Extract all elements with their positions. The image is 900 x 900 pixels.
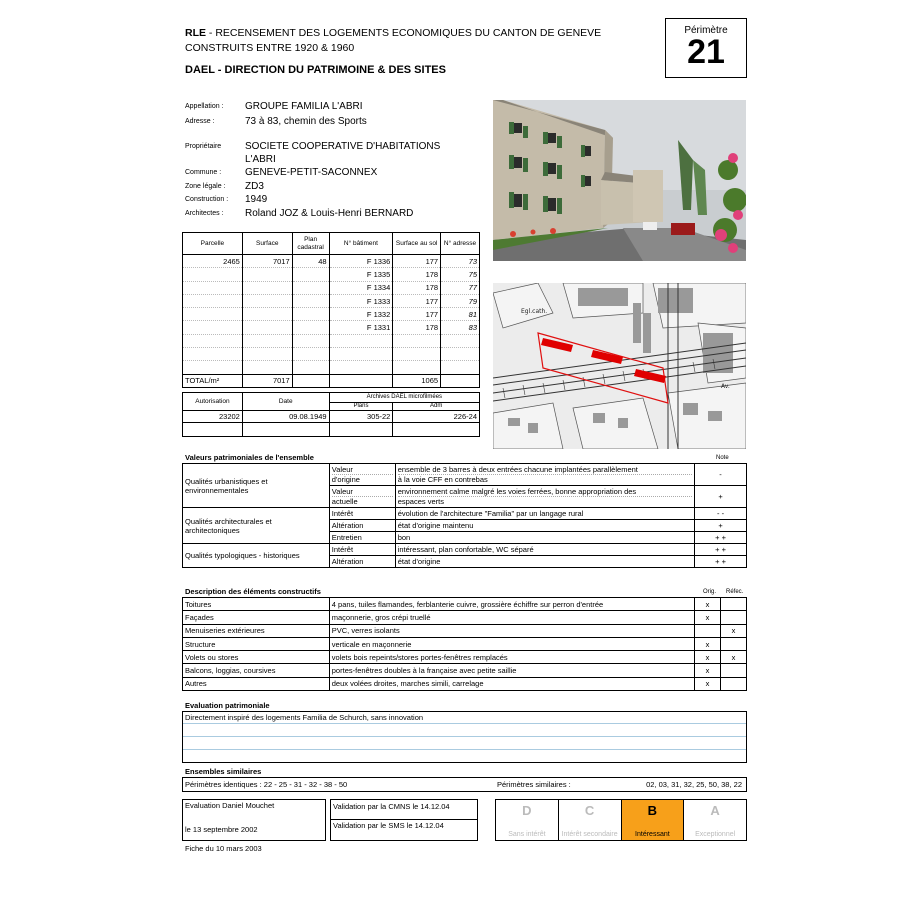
svg-text:Av.: Av. (721, 383, 730, 390)
description-refec: x (721, 624, 747, 637)
description-refec (721, 677, 747, 690)
table-header-row (183, 393, 480, 403)
description-desc: volets bois repeints/stores portes-fenêtres remplacés (329, 651, 694, 664)
description-refec (721, 598, 747, 611)
info-label: Zone légale : (185, 183, 226, 190)
table-cell (441, 374, 480, 387)
table-cell (393, 348, 441, 361)
description-refec (721, 664, 747, 677)
grade-label: Intérêt secondaire (561, 831, 618, 838)
info-value: 73 à 83, chemin des Sports (245, 116, 367, 127)
info-value: GROUPE FAMILIA L'ABRI (245, 101, 363, 112)
description-orig (695, 624, 721, 637)
table-cell: 7017 (242, 255, 292, 268)
header-subtitle: CONSTRUITS ENTRE 1920 & 1960 (185, 42, 355, 54)
row-text: état d'origine maintenu (395, 520, 694, 532)
description-item: Structure (183, 637, 330, 650)
group-label: Qualités urbanistiques et environnementales (183, 464, 330, 508)
group-label: Qualités typologiques - historiques (183, 544, 330, 568)
row-text: intéressant, plan confortable, WC séparé (395, 544, 694, 556)
valeurs-table (182, 463, 747, 568)
table-row (183, 464, 747, 486)
table-cell (242, 334, 292, 347)
table-cell (292, 361, 329, 374)
table-cell (441, 334, 480, 347)
table-cell: F 1333 (329, 294, 393, 307)
table-cell (183, 281, 243, 294)
table-cell (183, 321, 243, 334)
table-cell (242, 308, 292, 321)
grade-letter: B (647, 803, 658, 818)
table-cell (329, 486, 395, 508)
info-label: Construction : (185, 196, 229, 203)
grade-label: Sans intérêt (508, 831, 546, 838)
row-key: Altération (329, 520, 395, 532)
table-cell: F 1336 (329, 255, 393, 268)
total-label: TOTAL/m² (183, 374, 243, 387)
table-cell (393, 423, 480, 437)
table-cell (292, 374, 329, 387)
ensembles-box (182, 777, 747, 792)
description-orig: x (695, 611, 721, 624)
table-row (183, 294, 480, 307)
info-label: Commune : (185, 169, 222, 176)
table-cell (393, 361, 441, 374)
table-row (183, 321, 480, 334)
perimetres-identiques: Périmètres identiques : 22 - 25 - 31 - 32 - 38 - 50 (185, 780, 348, 789)
evaluation-author-box (182, 799, 326, 841)
parcel-table-body (183, 255, 480, 375)
row-note: - - (695, 508, 747, 520)
orig-header: Orig. (703, 589, 717, 595)
validation-sms: Validation par le SMS le 14.12.04 (333, 821, 444, 830)
cadastral-map (493, 283, 746, 449)
table-row (183, 624, 747, 637)
evaluation-text: Directement inspiré des logements Familia de Schurch, sans innovation (185, 713, 424, 722)
table-row (183, 677, 747, 690)
grade-scale (495, 799, 747, 841)
description-table (182, 597, 747, 691)
column-header: N° adresse (441, 233, 480, 255)
grade-b (622, 800, 685, 840)
info-value: L'ABRI (245, 154, 276, 165)
date-value: 09.08.1949 (242, 411, 329, 423)
ruled-line (183, 736, 746, 737)
row-key: Intérêt (329, 508, 395, 520)
table-row (183, 544, 747, 556)
description-item: Menuiseries extérieures (183, 624, 330, 637)
description-desc: maçonnerie, gros crépi truellé (329, 611, 694, 624)
table-cell: 77 (441, 281, 480, 294)
perimetres-similaires-label: Périmètres similaires : (497, 780, 571, 789)
table-cell (395, 464, 694, 486)
table-cell: 178 (393, 268, 441, 281)
table-row (183, 611, 747, 624)
table-row (183, 664, 747, 677)
table-cell (242, 321, 292, 334)
evaluation-author: Evaluation Daniel Mouchet (185, 801, 275, 810)
row-key: Valeur (332, 465, 393, 475)
table-cell: F 1331 (329, 321, 393, 334)
row-text: espaces verts (397, 497, 444, 506)
description-desc: portes-fenêtres doubles à la française avec petite saillie (329, 664, 694, 677)
row-text: environnement calme malgré les voies ferrées, bonne appropriation des (398, 487, 692, 497)
table-cell (393, 334, 441, 347)
column-header: Surface (242, 233, 292, 255)
table-cell (242, 268, 292, 281)
table-row (183, 281, 480, 294)
table-cell: 178 (393, 321, 441, 334)
table-cell: 2465 (183, 255, 243, 268)
table-cell: 177 (393, 255, 441, 268)
description-refec (721, 611, 747, 624)
table-cell: F 1335 (329, 268, 393, 281)
table-cell (292, 308, 329, 321)
row-text: état d'origine (395, 556, 694, 568)
column-header: Parcelle (183, 233, 243, 255)
row-note: + + (695, 532, 747, 544)
table-cell: 83 (441, 321, 480, 334)
table-cell: F 1332 (329, 308, 393, 321)
table-cell (242, 281, 292, 294)
row-note: + (695, 486, 747, 508)
info-value: ZD3 (245, 181, 264, 192)
perimetre-label: Périmètre (684, 25, 728, 36)
info-label: Architectes : (185, 210, 224, 217)
row-text: bon (395, 532, 694, 544)
table-row (183, 411, 480, 423)
grade-c (559, 800, 622, 840)
ruled-line (183, 749, 746, 750)
autorisation-value: 23202 (183, 411, 243, 423)
perimetre-box (665, 18, 747, 78)
row-key: Valeur (332, 487, 393, 497)
table-cell (292, 334, 329, 347)
table-row (183, 651, 747, 664)
grade-a (684, 800, 746, 840)
parcel-table (182, 232, 480, 388)
group-label: Qualités architecturales et architectoniques (183, 508, 330, 544)
row-note: + + (695, 544, 747, 556)
table-row (183, 637, 747, 650)
table-cell: 73 (441, 255, 480, 268)
grade-letter: D (522, 803, 532, 818)
column-header: Adm (393, 402, 480, 410)
table-cell (242, 348, 292, 361)
description-table-body (183, 598, 747, 691)
row-note: - (695, 464, 747, 486)
column-header: Autorisation (183, 393, 243, 411)
description-orig: x (695, 677, 721, 690)
description-item: Balcons, loggias, coursives (183, 664, 330, 677)
evaluation-title: Evaluation patrimoniale (185, 701, 270, 710)
table-cell (292, 348, 329, 361)
header-title: - RECENSEMENT DES LOGEMENTS ECONOMIQUES DU CANTON DE GENEVE (206, 27, 602, 39)
svg-text:Egl.cath.: Egl.cath. (521, 308, 548, 315)
column-header: Plans (329, 402, 393, 410)
info-value: GENEVE-PETIT-SACONNEX (245, 167, 378, 178)
validation-box (330, 799, 478, 841)
row-key: Intérêt (329, 544, 395, 556)
description-item: Façades (183, 611, 330, 624)
grade-letter: C (584, 803, 595, 818)
table-cell (183, 294, 243, 307)
table-cell (329, 361, 393, 374)
column-header: Surface au sol (393, 233, 441, 255)
table-row (183, 334, 480, 347)
header-abbrev: RLE (185, 27, 206, 39)
grade-label: Exceptionnel (695, 831, 736, 838)
description-desc: verticale en maçonnerie (329, 637, 694, 650)
table-cell (242, 361, 292, 374)
authorisation-table (182, 392, 480, 437)
row-key: actuelle (331, 497, 358, 506)
plans-value: 305-22 (329, 411, 393, 423)
total-sol: 1065 (393, 374, 441, 387)
table-cell (183, 361, 243, 374)
description-orig: x (695, 651, 721, 664)
row-key: Altération (329, 556, 395, 568)
column-header: Date (242, 393, 329, 411)
table-cell: 75 (441, 268, 480, 281)
description-item: Autres (183, 677, 330, 690)
table-cell: F 1334 (329, 281, 393, 294)
description-orig: x (695, 637, 721, 650)
building-photo (493, 100, 746, 261)
note-header: Note (716, 455, 729, 461)
description-desc: 4 pans, tuiles flamandes, ferblanterie cuivre, grossière échiffre sur perron d'entrée (329, 598, 694, 611)
table-cell (183, 334, 243, 347)
description-desc: PVC, verres isolants (329, 624, 694, 637)
department-title: DAEL - DIRECTION DU PATRIMOINE & DES SITES (185, 64, 446, 76)
table-cell: 178 (393, 281, 441, 294)
description-item: Volets ou stores (183, 651, 330, 664)
table-cell (183, 423, 243, 437)
refec-header: Réfec. (726, 589, 744, 595)
table-header-row (183, 233, 480, 255)
table-cell (292, 281, 329, 294)
evaluation-box (182, 711, 747, 763)
description-refec (721, 637, 747, 650)
table-cell (395, 486, 694, 508)
table-cell (242, 294, 292, 307)
table-row (183, 255, 480, 268)
ensembles-title: Ensembles similaires (185, 767, 262, 776)
description-orig: x (695, 664, 721, 677)
table-cell (292, 268, 329, 281)
description-desc: deux volées droites, marches simili, carrelage (329, 677, 694, 690)
total-surface: 7017 (242, 374, 292, 387)
table-cell: 48 (292, 255, 329, 268)
ruled-line (183, 723, 746, 724)
table-cell: 177 (393, 308, 441, 321)
table-row (183, 508, 747, 520)
table-cell (242, 423, 329, 437)
adm-value: 226-24 (393, 411, 480, 423)
table-cell (329, 374, 393, 387)
perimetres-similaires-values: 02, 03, 31, 32, 25, 50, 38, 22 (646, 780, 742, 789)
row-text: évolution de l'architecture "Familia" par un langage rural (395, 508, 694, 520)
table-cell: 81 (441, 308, 480, 321)
description-item: Toitures (183, 598, 330, 611)
fiche-date: Fiche du 10 mars 2003 (185, 844, 262, 853)
valeurs-title: Valeurs patrimoniales de l'ensemble (185, 453, 314, 462)
table-cell (441, 348, 480, 361)
evaluation-date: le 13 septembre 2002 (185, 825, 258, 834)
validation-cmns: Validation par la CMNS le 14.12.04 (331, 800, 477, 820)
row-key: d'origine (331, 475, 360, 484)
row-key: Entretien (329, 532, 395, 544)
table-cell (292, 321, 329, 334)
row-note: + + (695, 556, 747, 568)
info-value: SOCIETE COOPERATIVE D'HABITATIONS (245, 141, 441, 152)
grade-label: Intéressant (635, 831, 670, 838)
description-refec: x (721, 651, 747, 664)
table-cell (441, 361, 480, 374)
table-cell (329, 464, 395, 486)
table-row (183, 598, 747, 611)
table-row (183, 348, 480, 361)
perimetre-number: 21 (687, 33, 725, 71)
description-orig: x (695, 598, 721, 611)
column-header: N° bâtiment (329, 233, 393, 255)
row-note: + (695, 520, 747, 532)
table-cell: 79 (441, 294, 480, 307)
table-cell (329, 348, 393, 361)
info-value: Roland JOZ & Louis-Henri BERNARD (245, 208, 414, 219)
table-cell (329, 334, 393, 347)
info-label: Adresse : (185, 118, 215, 125)
table-cell: 177 (393, 294, 441, 307)
column-header: Plan cadastral (292, 233, 329, 255)
table-cell (292, 294, 329, 307)
grade-d (496, 800, 559, 840)
table-row (183, 423, 480, 437)
info-value: 1949 (245, 194, 268, 205)
description-title: Description des éléments constructifs (185, 587, 321, 596)
info-label: Propriétaire (185, 143, 222, 150)
document-header (185, 26, 655, 56)
table-row (183, 268, 480, 281)
table-cell (183, 308, 243, 321)
row-text: ensemble de 3 barres à deux entrées chacune implantées parallèlement (398, 465, 692, 475)
table-cell (183, 268, 243, 281)
table-cell (183, 348, 243, 361)
table-row (183, 361, 480, 374)
table-row (183, 308, 480, 321)
cadastral-map-illustration (493, 283, 746, 449)
building-photo-illustration (493, 100, 746, 261)
column-header: Archives DAEL microfilmées (329, 393, 479, 403)
info-label: Appellation : (185, 103, 224, 110)
total-row (183, 374, 480, 387)
table-cell (329, 423, 393, 437)
row-text: à la voie CFF en contrebas (397, 475, 488, 484)
grade-letter: A (710, 803, 720, 818)
